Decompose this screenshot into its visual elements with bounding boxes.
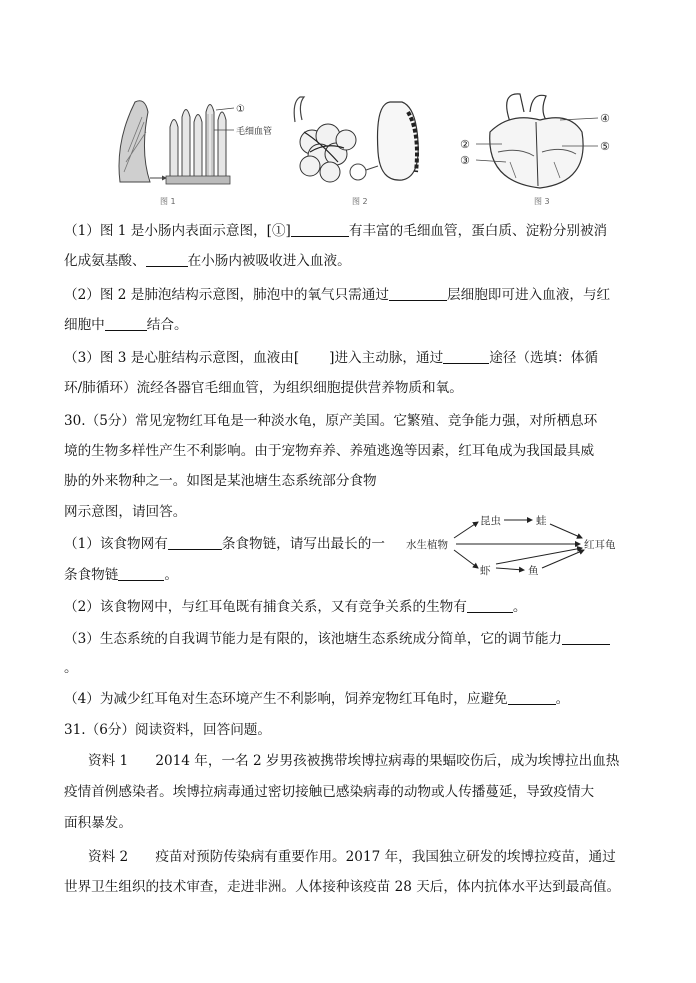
q31-material-1-line-2: 疫情首例感染者。埃博拉病毒通过密切接触已感染病毒的动物或人传播蔓延，导致疫情大 xyxy=(64,784,595,800)
fig1-label-1: ① xyxy=(236,104,245,115)
fig3-label-2: ② xyxy=(460,138,470,151)
figure-2-alveoli xyxy=(290,92,450,192)
food-web-shrimp: 虾 xyxy=(480,565,491,577)
q30-s1-c: 条食物链 xyxy=(64,567,119,583)
fig3-label-3: ③ xyxy=(460,154,470,167)
food-web-fish: 鱼 xyxy=(528,565,539,577)
fig3-label-5: ⑤ xyxy=(600,140,610,153)
answer-blank xyxy=(467,599,513,613)
q31-intro: 31.（6分）阅读资料，回答问题。 xyxy=(64,722,271,738)
figure-3-heart xyxy=(450,92,650,192)
food-web-producer: 水生植物 xyxy=(406,539,448,551)
q30-s2-b: 。 xyxy=(512,599,527,615)
q30-s4-a: （4）为减少红耳龟对生态环境产生不利影响，饲养宠物红耳龟时，应避免 xyxy=(64,691,508,707)
answer-blank xyxy=(291,223,349,237)
q29-p3-c: 途径（选填：体循 xyxy=(489,350,598,366)
q30-intro-4: 网示意图，请回答。 xyxy=(64,504,187,520)
q30-s1-line-2 xyxy=(64,566,644,584)
answer-blank xyxy=(562,631,610,645)
q30-s4-b: 。 xyxy=(555,691,570,707)
q29-p3-b: ]进入主动脉，通过 xyxy=(329,350,444,366)
q30-intro-1: 30.（5分）常见宠物红耳龟是一种淡水龟，原产美国。它繁殖、竞争能力强，对所栖息环 xyxy=(64,413,598,429)
figure-2-caption: 图 2 xyxy=(352,197,368,206)
answer-blank xyxy=(443,350,489,364)
q31-material-2-line-2: 世界卫生组织的技术审查，走进非洲。人体接种该疫苗 28 天后，体内抗体水平达到最高值。 xyxy=(64,879,621,895)
figures-row xyxy=(110,92,650,210)
q29-line-3 xyxy=(64,286,644,304)
q30-s2-a: （2）该食物网中，与红耳龟既有捕食关系，又有竞争关系的生物有 xyxy=(64,599,467,615)
q29-p1-d: 在小肠内被吸收进入血液。 xyxy=(187,253,351,269)
q29-p1-c: 化成氨基酸、 xyxy=(64,253,146,269)
q30-s1-a: （1）该食物网有 xyxy=(64,536,168,552)
q30-s3-line-2: 。 xyxy=(64,660,78,676)
q31-material-2-line-1: 资料 2 疫苗对预防传染病有重要作用。2017 年，我国独立研发的埃博拉疫苗，通过 xyxy=(88,849,616,865)
q29-p2-a: （2）图 2 是肺泡结构示意图，肺泡中的氧气只需通过 xyxy=(64,287,390,303)
q31-material-1-line-3: 面积暴发。 xyxy=(64,815,132,831)
q30-intro-3: 胁的外来物种之一。如图是某池塘生态系统部分食物 xyxy=(64,473,377,489)
q29-line-6: 环/肺循环）流经各器官毛细血管，为组织细胞提供营养物质和氧。 xyxy=(64,380,463,396)
q30-s1-d: 。 xyxy=(164,567,178,583)
q29-p1-a: （1）图 1 是小肠内表面示意图，[①] xyxy=(64,223,291,239)
q30-s1-line-1 xyxy=(64,535,644,553)
q29-line-4 xyxy=(64,316,644,334)
q29-line-1 xyxy=(64,222,644,240)
fig3-label-4: ④ xyxy=(600,112,610,125)
answer-blank xyxy=(118,567,164,581)
food-web-turtle: 红耳龟 xyxy=(584,539,616,551)
q30-s4-line xyxy=(64,690,644,708)
q30-s3-line-1 xyxy=(64,630,644,648)
q29-p2-c: 细胞中 xyxy=(64,317,105,333)
q29-line-5 xyxy=(64,349,644,367)
fig1-label-capillary: 毛细血管 xyxy=(236,127,273,137)
answer-blank xyxy=(168,536,222,550)
q31-material-1-line-1: 资料 1 2014 年，一名 2 岁男孩被携带埃博拉病毒的果蝠咬伤后，成为埃博拉出血热 xyxy=(88,753,620,769)
figure-1-caption: 图 1 xyxy=(160,197,176,206)
answer-blank xyxy=(105,317,147,331)
q30-intro-2: 境的生物多样性产生不利影响。由于宠物弃养、养殖逃逸等因素，红耳龟成为我国最具威 xyxy=(64,443,595,459)
q30-s3-a: （3）生态系统的自我调节能力是有限的，该池塘生态系统成分简单，它的调节能力 xyxy=(64,631,563,647)
answer-blank xyxy=(389,287,447,301)
figure-1-small-intestine xyxy=(110,92,290,192)
q29-p2-b: 层细胞即可进入血液，与红 xyxy=(447,287,611,303)
answer-blank xyxy=(508,691,556,705)
food-web-insect: 昆虫 xyxy=(480,515,501,527)
q29-p1-b: 有丰富的毛细血管，蛋白质、淀粉分别被消 xyxy=(348,223,608,239)
q29-p3-a: （3）图 3 是心脏结构示意图，血液由[ xyxy=(64,350,300,366)
figure-3-caption: 图 3 xyxy=(534,197,550,206)
q29-p2-d: 结合。 xyxy=(146,317,188,333)
q29-line-2 xyxy=(64,252,644,270)
q30-s1-b: 条食物链，请写出最长的一 xyxy=(221,536,385,552)
food-web-frog: 蛙 xyxy=(536,515,547,527)
q30-s2-line xyxy=(64,598,644,616)
answer-blank xyxy=(146,253,188,267)
